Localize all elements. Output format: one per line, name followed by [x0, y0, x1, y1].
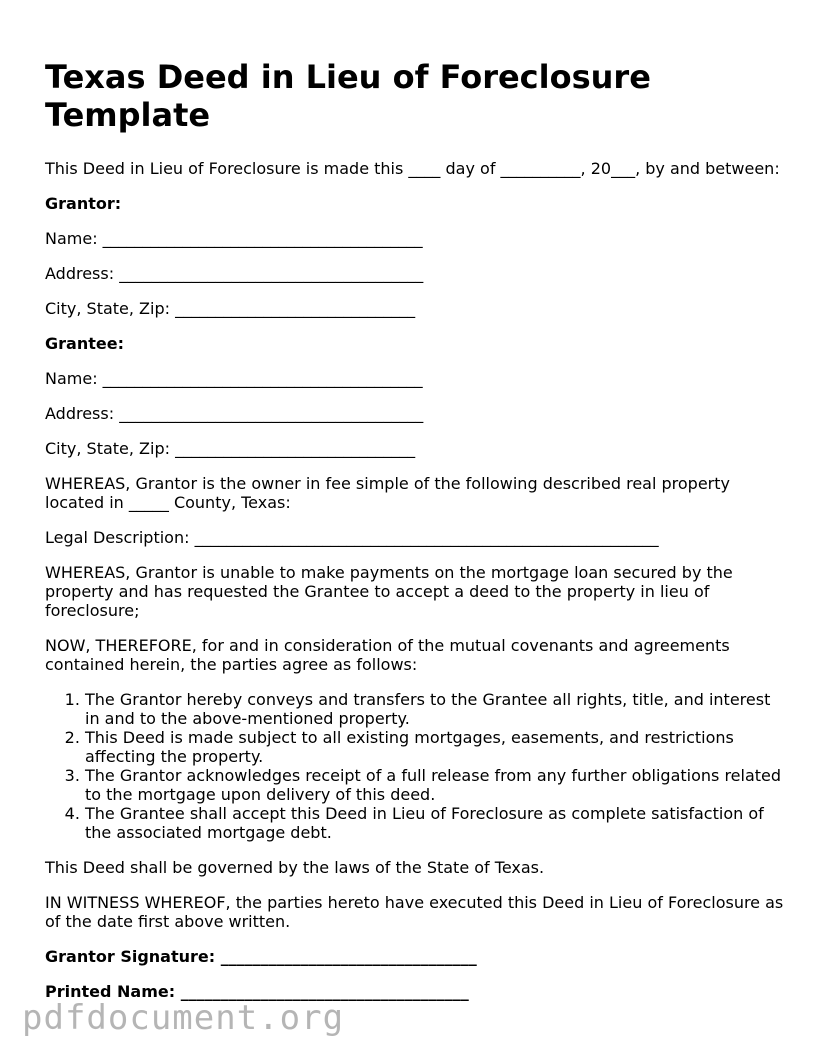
witness-paragraph: IN WITNESS WHEREOF, the parties hereto have executed this Deed in Lieu of Foreclosure as of the date first above written.	[45, 893, 784, 931]
now-therefore-paragraph: NOW, THEREFORE, for and in consideration of the mutual covenants and agreements contained herein, the parties agree as follows:	[45, 636, 730, 674]
grantee-heading: Grantee:	[45, 334, 124, 353]
whereas-ownership-paragraph: WHEREAS, Grantor is the owner in fee simple of the following described real property located in _____ County, Texas:	[45, 474, 730, 512]
grantor-name-field: Name: ________________________________________	[45, 229, 423, 248]
grantor-city-field: City, State, Zip: ______________________________	[45, 299, 416, 318]
grantee-name-field: Name: ________________________________________	[45, 369, 423, 388]
printed-name-line: Printed Name: ____________________________________	[45, 982, 469, 1001]
grantor-signature-line: Grantor Signature: ________________________________	[45, 947, 477, 966]
whereas-payment-paragraph: WHEREAS, Grantor is unable to make payments on the mortgage loan secured by the property and has requested the Grantee to accept a deed to the property in lieu of foreclosure;	[45, 563, 733, 620]
grantor-heading: Grantor:	[45, 194, 122, 213]
list-item: 4. The Grantee shall accept this Deed in Lieu of Foreclosure as complete satisfaction of the associated mortgage debt.	[85, 804, 785, 842]
document-page	[45, 58, 785, 1001]
grantee-address-field: Address: ______________________________________	[45, 404, 424, 423]
document-title: Texas Deed in Lieu of Foreclosure Template	[45, 58, 651, 134]
terms-list	[45, 690, 785, 842]
intro-paragraph: This Deed in Lieu of Foreclosure is made this ____ day of __________, 20___, by and between:	[45, 159, 780, 178]
list-item: 2. This Deed is made subject to all existing mortgages, easements, and restrictions affecting the property.	[85, 728, 785, 766]
list-item: 3. The Grantor acknowledges receipt of a full release from any further obligations related to the mortgage upon delivery of this deed.	[85, 766, 785, 804]
list-item: 1. The Grantor hereby conveys and transfers to the Grantee all rights, title, and interest in and to the above-mentioned property.	[85, 690, 785, 728]
legal-description-field: Legal Description: __________________________________________________________	[45, 528, 659, 547]
grantor-address-field: Address: ______________________________________	[45, 264, 424, 283]
governing-law-paragraph: This Deed shall be governed by the laws of the State of Texas.	[45, 858, 545, 877]
watermark-text: pdfdocument.org	[22, 998, 345, 1038]
grantee-city-field: City, State, Zip: ______________________________	[45, 439, 416, 458]
